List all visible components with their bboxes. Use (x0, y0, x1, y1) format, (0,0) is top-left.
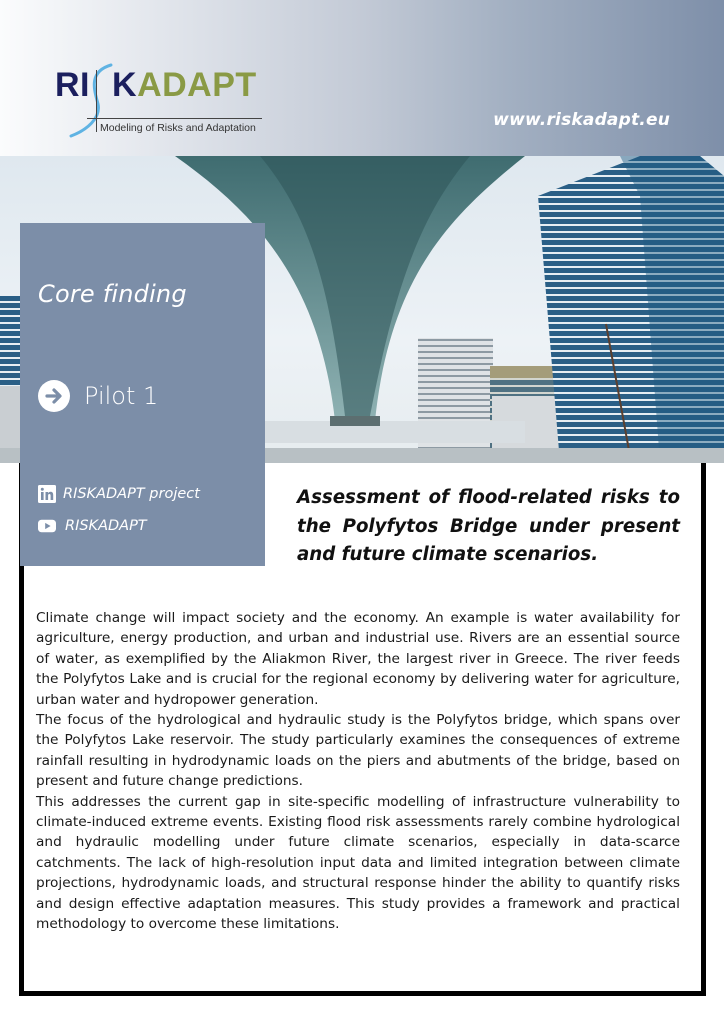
body-text (36, 608, 680, 935)
logo-ri: RI (55, 66, 90, 104)
pilot-label: Pilot 1 (84, 382, 159, 410)
youtube-icon (38, 517, 56, 535)
body-paragraph: The focus of the hydrological and hydraulic study is the Polyfytos bridge, which spans over the Polyfytos Lake reservoir. The study particularly examines the consequences of extreme rainfall resulting in hydrodynamic loads on the piers and abutments of the bridge, based on present and future change predictions. (36, 712, 680, 790)
headline: Assessment of flood-related risks to the Polyfytos Bridge under present and future climate scenarios. (297, 487, 680, 565)
youtube-label: RISKADAPT (65, 518, 147, 534)
website-link[interactable]: www.riskadapt.eu (493, 110, 670, 130)
info-panel (20, 223, 265, 566)
body-paragraph: This addresses the current gap in site-specific modelling of infrastructure vulnerability to climate-induced extreme events. Existing flood risk assessments rarely combine hydrological and hydraulic modelling under future climate scenarios, especially in data-scarce catchments. The lack of high-resolution input data and limited integration between climate projections, hydrodynamic loads, and structural response hinder the ability to quantify risks and design effective adaptation measures. This study provides a framework and practical methodology to overcome these limitations. (36, 793, 680, 933)
logo-wordmark (55, 68, 257, 102)
linkedin-link[interactable] (38, 485, 200, 503)
linkedin-label: RISKADAPT project (63, 486, 200, 502)
arrow-right-circle-icon (38, 380, 70, 412)
body-paragraph: Climate change will impact society and the economy. An example is water availability for agriculture, energy production, and urban and industrial use. Rivers are an essential source of water, as exemplified by the Aliakmon River, the largest river in Greece. The river feeds the Polyfytos Lake and is crucial for the regional economy by delivering water for agriculture, urban water and hydropower generation. (36, 610, 680, 708)
logo-divider-horizontal (87, 118, 262, 119)
logo-k: K (112, 66, 138, 104)
logo-tagline: Modeling of Risks and Adaptation (100, 122, 256, 134)
pilot-link[interactable] (38, 380, 158, 412)
header-banner (0, 0, 724, 156)
riskadapt-logo (55, 62, 270, 142)
linkedin-icon (38, 485, 56, 503)
youtube-link[interactable] (38, 517, 147, 535)
panel-title: Core finding (38, 280, 187, 308)
logo-adapt: ADAPT (137, 66, 257, 104)
